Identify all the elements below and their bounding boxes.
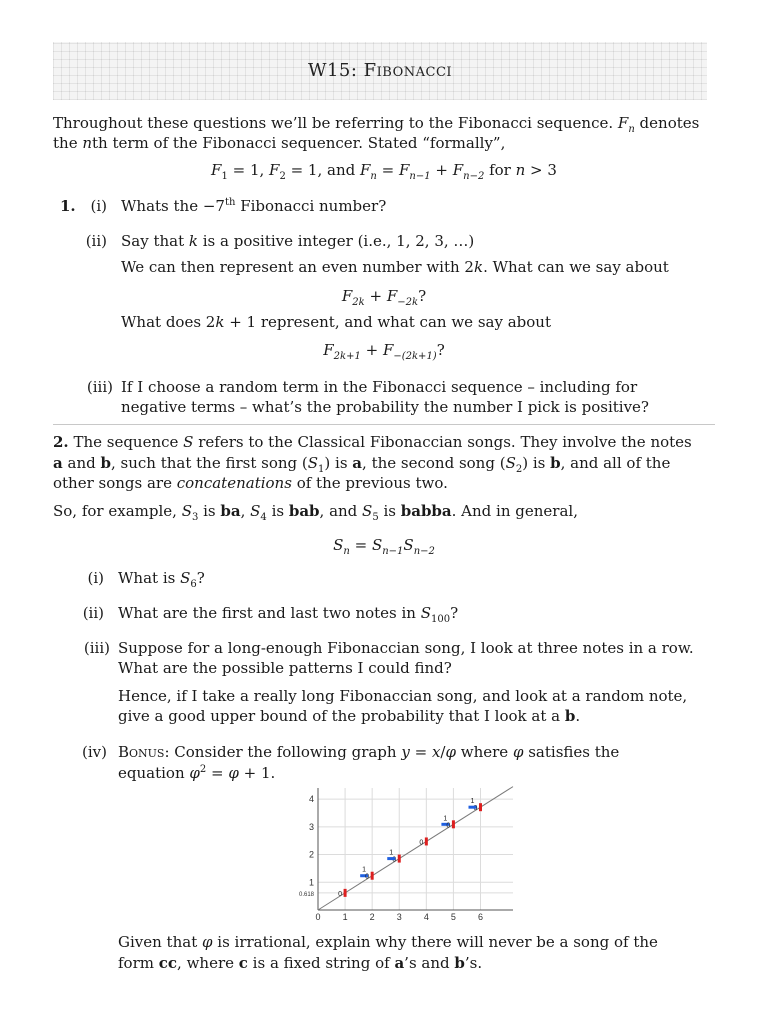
phi-line xyxy=(318,787,513,910)
q1-i-text: Whats the −7th Fibonacci number? xyxy=(121,197,387,215)
q2-i-label: (i) xyxy=(87,569,104,587)
x-tick-label: 0 xyxy=(315,912,321,920)
y-tick-label: 0.618 xyxy=(298,891,314,898)
q1-ii-line2: We can then represent an even number with 2k. What can we say about xyxy=(121,258,669,276)
fibonacci-formula: $F_1 = 1$, $F_2 = 1$, and $F_n = F_{n-1} + F_{n-2}$ for n > 3 xyxy=(211,161,557,182)
intro-line-1: Throughout these questions we’ll be referring to the Fibonacci sequence. $F_n$ denotes xyxy=(53,114,700,135)
y-tick-label: 1 xyxy=(308,877,314,888)
q2-iii-line3: Hence, if I take a really long Fibonaccian song, and look at a random note, xyxy=(118,687,688,705)
marker-label-0: 0 xyxy=(446,822,451,830)
q1-ii-equation1: $F_{2k} + F_{-2k}$? xyxy=(341,287,427,308)
chart-series xyxy=(318,787,513,910)
marker-note-0 xyxy=(479,803,482,811)
q1-iii-line2: negative terms – what’s the probability the number I pick is positive? xyxy=(121,398,649,416)
marker-label-1: 1 xyxy=(470,798,475,806)
title-banner xyxy=(53,42,707,100)
x-tick-label: 3 xyxy=(396,912,402,920)
section-divider xyxy=(53,424,715,425)
marker-label-0: 0 xyxy=(419,839,424,847)
title-prefix: W15: xyxy=(307,60,364,81)
q2-iii-label: (iii) xyxy=(83,639,110,657)
q2-iv-line1: Bonus: Consider the following graph y = x/φ where φ satisfies the xyxy=(118,743,620,761)
x-tick-label: 6 xyxy=(477,912,484,920)
q2-iv-after-line1: Given that φ is irrational, explain why there will never be a song of the xyxy=(118,933,658,951)
q1-i-label: (i) xyxy=(90,197,107,215)
marker-label-1: 1 xyxy=(362,866,367,874)
y-tick-label: 2 xyxy=(308,849,314,860)
marker-note-0 xyxy=(371,872,374,880)
chart-ticks xyxy=(299,794,483,920)
marker-note-0 xyxy=(344,889,347,897)
marker-label-0: 0 xyxy=(365,873,370,881)
marker-label-1: 1 xyxy=(389,849,394,857)
marker-note-0 xyxy=(398,855,401,863)
q1-iii-line1: If I choose a random term in the Fibonacci sequence – including for xyxy=(121,378,638,396)
q2-ii-text: What are the first and last two notes in $S_{100}$? xyxy=(118,604,459,625)
q2-iv-after-line2: form cc, where c is a fixed string of a’s and b’s. xyxy=(118,954,483,972)
bonus-label: Bonus: xyxy=(118,743,170,761)
q2-para1-line3: other songs are concatenations of the previous two. xyxy=(53,474,448,492)
q2-iv-label: (iv) xyxy=(82,743,107,761)
marker-note-1 xyxy=(469,806,477,809)
marker-label-0: 0 xyxy=(338,890,342,898)
intro-line-2: the nth term of the Fibonacci sequencer. Stated “formally”, xyxy=(53,134,506,152)
q2-iv-line2: equation $\varphi^2 = \varphi + 1$. xyxy=(118,764,276,782)
q1-ii-line1: Say that k is a positive integer (i.e., 1, 2, 3, …) xyxy=(121,232,475,250)
q2-iii-line1: Suppose for a long-enough Fibonaccian song, I look at three notes in a row. xyxy=(118,639,694,657)
y-tick-label: 4 xyxy=(308,794,314,805)
page-title xyxy=(53,61,707,81)
q2-para2: So, for example, $S_3$ is ba, $S_4$ is bab, and $S_5$ is babba. And in general, xyxy=(53,502,578,523)
q2-iii-line4: give a good upper bound of the probability that I look at a b. xyxy=(118,707,581,725)
q2-recurrence: $S_n = S_{n-1}S_{n-2}$ xyxy=(333,536,435,557)
q2-i-text: What is $S_6$? xyxy=(118,569,205,590)
marker-note-1 xyxy=(387,857,395,860)
phi-line-chart xyxy=(296,780,526,920)
q2-para1-line1: 2. The sequence S refers to the Classical Fibonaccian songs. They involve the notes xyxy=(53,433,692,451)
x-tick-label: 4 xyxy=(423,912,429,920)
q2-para1-line2: a and b, such that the first song $(S_1)$ is a, the second song $(S_2)$ is b, and all of the xyxy=(53,454,671,475)
y-tick-label: 3 xyxy=(308,821,314,832)
marker-label-1: 1 xyxy=(443,815,448,823)
q1-number: 1. xyxy=(60,197,76,215)
q2-iii-line2: What are the possible patterns I could find? xyxy=(118,659,452,677)
x-tick-label: 1 xyxy=(342,912,348,920)
marker-note-0 xyxy=(452,820,455,828)
q1-ii-line3: What does 2k + 1 represent, and what can we say about xyxy=(121,313,551,331)
x-tick-label: 2 xyxy=(369,912,375,920)
q1-ii-equation2: $F_{2k+1} + F_{-(2k+1)}$? xyxy=(323,341,445,362)
q2-ii-label: (ii) xyxy=(82,604,104,622)
chart-markers xyxy=(338,798,482,898)
x-tick-label: 5 xyxy=(450,912,456,920)
q1-iii-label: (iii) xyxy=(86,378,113,396)
title-name: Fibonacci xyxy=(363,60,453,81)
q1-ii-label: (ii) xyxy=(85,232,107,250)
marker-note-0 xyxy=(425,837,428,845)
